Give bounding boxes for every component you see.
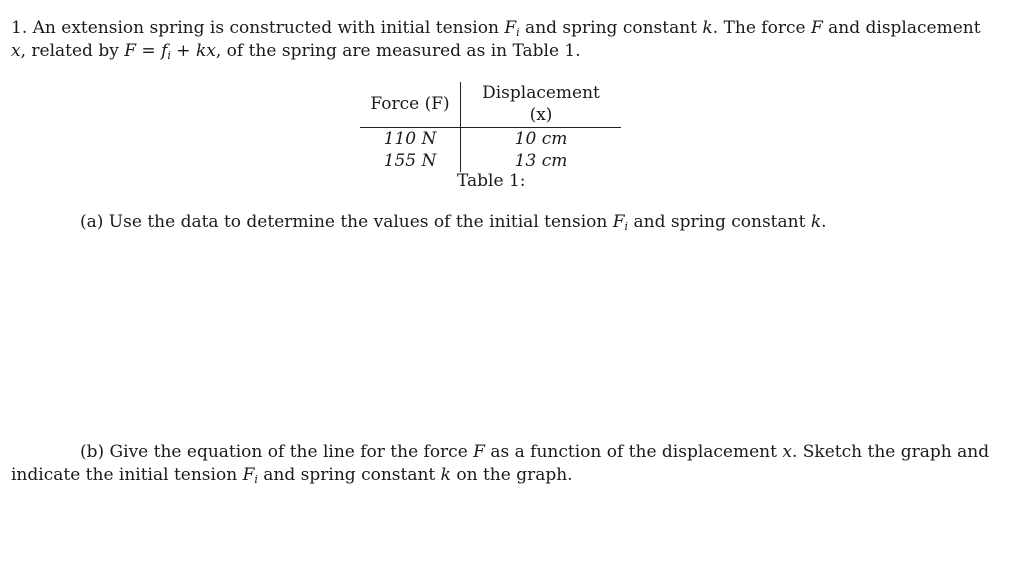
var-k: k: [702, 18, 713, 38]
var-k: k: [440, 465, 451, 485]
problem-text: . The force: [712, 18, 811, 38]
problem-line-2: [11, 40, 581, 62]
problem-text: , of the spring are measured as in Table 1.: [215, 41, 581, 61]
table-row: [360, 128, 621, 151]
table-caption: Table 1:: [457, 171, 526, 191]
measurement-table: [360, 82, 621, 172]
table-header-row: [360, 82, 621, 128]
problem-line-1: [11, 17, 981, 39]
part-b-line-2: indicate the initial tension $F_i$ and spring constant k on the graph.: [11, 465, 573, 486]
var-x: x: [11, 41, 21, 61]
var-Fi: $F_i$: [612, 212, 629, 233]
var-Fi: $F_i$: [504, 18, 520, 39]
cell-force: 155 N: [360, 150, 461, 172]
problem-text: and spring constant: [519, 18, 703, 38]
cell-force: 110 N: [360, 128, 461, 151]
var-k: k: [810, 212, 822, 232]
problem-text: 1. An extension spring is constructed with initial tension: [11, 18, 505, 38]
header-displacement: Displacement (x): [461, 82, 622, 128]
cell-displacement: 10 cm: [514, 129, 568, 149]
table-row: [360, 150, 621, 172]
problem-text: and displacement: [822, 18, 981, 38]
equation: $F = f_i$ + kx: [124, 41, 216, 62]
part-b-line-1: (b) Give the equation of the line for the force F as a function of the displacement x. Sketch the graph and: [80, 442, 990, 462]
var-Fi: $F_i$: [242, 465, 258, 486]
part-a: (a) Use the data to determine the values of the initial tension $F_i$ and spring constant k.: [80, 212, 827, 233]
problem-text: , related by: [20, 41, 125, 61]
var-F: F: [473, 442, 485, 462]
var-x: x: [782, 442, 792, 462]
header-force: Force (F): [360, 82, 461, 128]
var-F: F: [810, 18, 823, 38]
cell-displacement: 13 cm: [514, 151, 568, 171]
